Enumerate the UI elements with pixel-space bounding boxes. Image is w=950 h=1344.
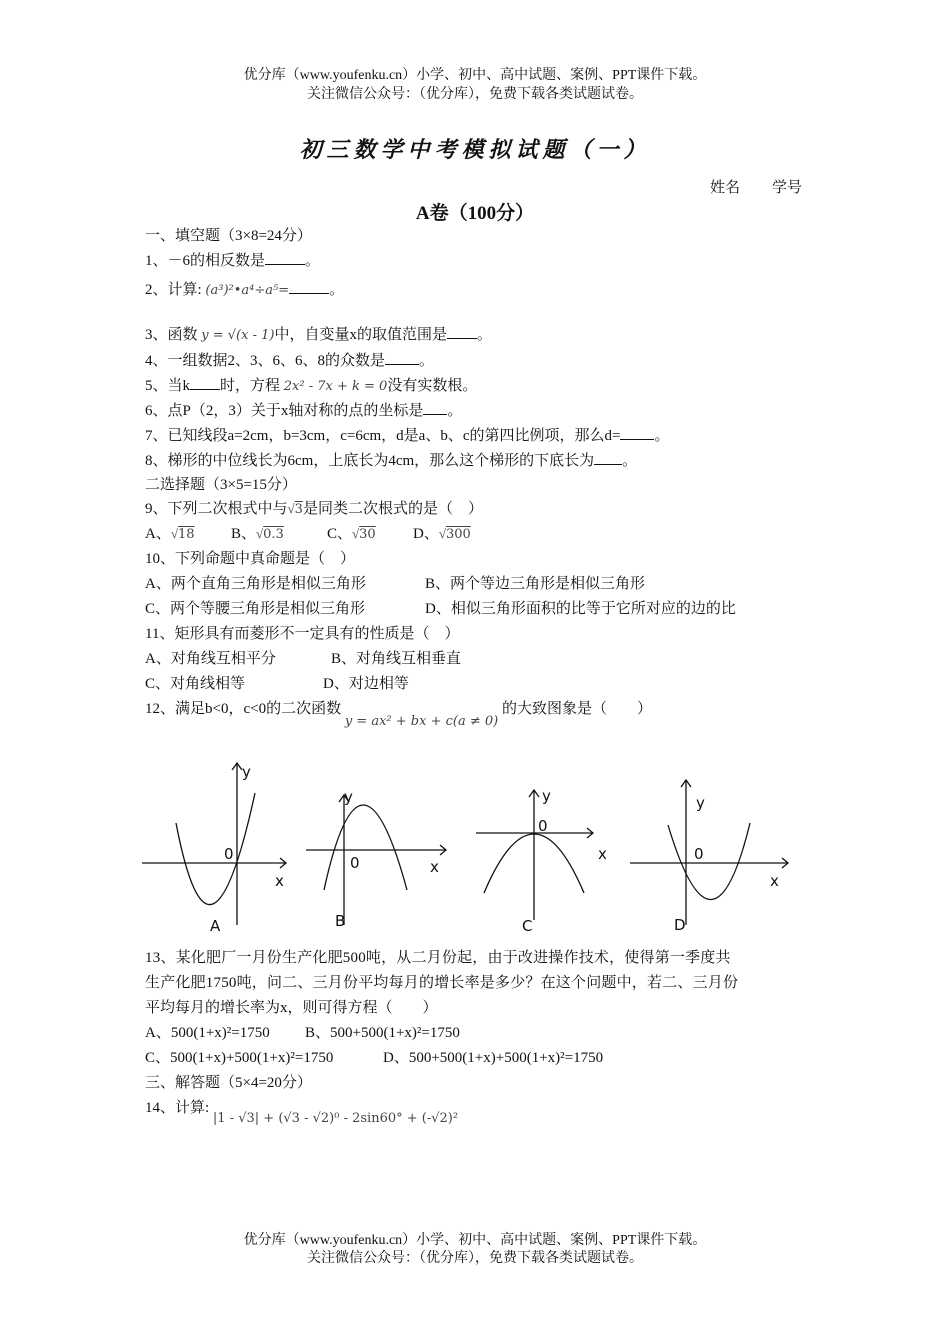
question-13-options-row-2 [145, 1047, 603, 1069]
question-10-options-row-1 [145, 573, 645, 595]
graph-b-x-label: x [430, 858, 439, 876]
q13-option-a[interactable]: A、500(1+x)²=1750 [145, 1025, 270, 1041]
graph-c-origin-label: 0 [538, 817, 548, 835]
q9-end: 是同类二次根式的是（ ） [302, 501, 483, 517]
q11-option-d[interactable]: D、对边相等 [323, 676, 409, 692]
q9-option-c[interactable]: C、√30 [327, 526, 376, 542]
graph-b-y-label: y [344, 788, 353, 806]
graph-c[interactable] [476, 790, 593, 920]
q12-text: 12、满足b<0，c<0的二次函数 [145, 701, 342, 717]
q5-end: 没有实数根。 [387, 378, 478, 394]
section-choice: 二选择题（3×5=15分） [145, 477, 297, 493]
graph-c-x-label: x [598, 845, 607, 863]
graph-b-label: B [335, 912, 346, 930]
q10-option-d[interactable]: D、相似三角形面积的比等于它所对应的边的比 [425, 601, 736, 617]
q2-blank[interactable] [289, 279, 329, 294]
graph-d-parabola [668, 823, 750, 900]
q7-text: 7、已知线段a=2cm，b=3cm，c=6cm，d是a、b、c的第四比例项，那么d= [145, 428, 621, 444]
question-5 [145, 375, 477, 398]
q9-radicand: 3 [294, 502, 303, 517]
student-id-label: 学号 [772, 180, 803, 196]
graph-b-origin-label: 0 [350, 854, 360, 872]
graph-c-y-label: y [542, 787, 551, 805]
question-11-options-row-1 [145, 648, 461, 670]
question-10: 10、下列命题中真命题是（ ） [145, 551, 356, 567]
graph-a[interactable] [142, 763, 286, 925]
question-7 [145, 425, 669, 447]
question-9 [145, 498, 483, 521]
question-12 [145, 698, 652, 729]
q6-text: 6、点P（2，3）关于x轴对称的点的坐标是 [145, 403, 424, 419]
section-answer: 三、解答题（5×4=20分） [145, 1075, 312, 1091]
q5-equation: 2x² - 7x + k = 0 [283, 379, 388, 394]
q12-graphs [138, 755, 798, 940]
paper-subtitle: A卷（100分） [415, 203, 535, 224]
q6-blank[interactable] [423, 400, 447, 415]
header-line-2: 关注微信公众号：（优分库），免费下载各类试题试卷。 [307, 87, 643, 102]
q3-blank[interactable] [447, 324, 477, 339]
q8-blank[interactable] [594, 450, 622, 465]
q11-option-c[interactable]: C、对角线相等 [145, 676, 246, 692]
q5-text-2: 时，方程 [220, 378, 281, 394]
q5-text: 5、当k [145, 378, 191, 394]
q3-text: 3、函数 [145, 327, 198, 343]
question-8 [145, 450, 637, 472]
graph-d-y-label: y [696, 794, 705, 812]
q14-expression: |1 - √3| + (√3 - √2)⁰ - 2sin60° + (-√2)² [212, 1111, 459, 1126]
q1-blank[interactable] [265, 250, 305, 265]
question-14 [145, 1097, 459, 1126]
question-13-line-2: 生产化肥1750吨，问二、三月份平均每月的增长率是多少？在这个问题中，若二、三月份 [145, 975, 739, 991]
graph-b-parabola [324, 805, 407, 890]
q3-text-2: 中，自变量x的取值范围是 [274, 327, 447, 343]
q9-option-a[interactable]: A、√18 [145, 526, 195, 542]
q6-end: 。 [447, 403, 463, 419]
q11-option-a[interactable]: A、对角线互相平分 [145, 651, 276, 667]
sqrt-icon: √ [287, 501, 295, 516]
question-9-options [145, 523, 471, 546]
name-label: 姓名 [710, 180, 741, 196]
q12-function: y = ax² + bx + c(a ≠ 0) [344, 714, 499, 729]
q9-option-b[interactable]: B、√0.3 [231, 526, 284, 542]
q8-text: 8、梯形的中位线长为6cm，上底长为4cm，那么这个梯形的下底长为 [145, 453, 595, 469]
footer-line-2: 关注微信公众号：（优分库），免费下载各类试题试卷。 [307, 1251, 643, 1266]
q5-blank[interactable] [190, 375, 220, 390]
question-1 [145, 250, 320, 272]
q3-formula: y = √(x - 1) [201, 328, 275, 343]
graph-d-origin-label: 0 [694, 845, 704, 863]
question-11-options-row-2 [145, 673, 409, 695]
header-line-1: 优分库（www.youfenku.cn）小学、初中、高中试题、案例、PPT课件下载。 [243, 68, 707, 83]
graph-a-y-label: y [242, 763, 251, 781]
q13-option-c[interactable]: C、500(1+x)+500(1+x)²=1750 [145, 1050, 334, 1066]
graph-d[interactable] [630, 780, 788, 925]
q2-text: 2、计算: [145, 282, 202, 298]
footer-line-1: 优分库（www.youfenku.cn）小学、初中、高中试题、案例、PPT课件下载。 [243, 1233, 707, 1248]
q4-end: 。 [419, 353, 435, 369]
graph-a-label: A [210, 917, 221, 935]
q12-end: 的大致图象是（ ） [501, 701, 652, 717]
question-10-options-row-2 [145, 598, 736, 620]
q9-option-d[interactable]: D、√300 [413, 526, 471, 542]
q10-option-b[interactable]: B、两个等边三角形是相似三角形 [425, 576, 646, 592]
graph-b[interactable] [306, 795, 446, 925]
graph-a-parabola [176, 793, 255, 905]
q13-option-b[interactable]: B、500+500(1+x)²=1750 [305, 1025, 460, 1041]
graph-a-origin-label: 0 [224, 845, 234, 863]
question-3 [145, 324, 492, 347]
graph-d-label: D [674, 916, 686, 934]
q2-end: 。 [329, 282, 345, 298]
graph-d-x-label: x [770, 872, 779, 890]
q9-text: 9、下列二次根式中与 [145, 501, 288, 517]
question-13-options-row-1 [145, 1022, 460, 1044]
q2-formula: (a³)²•a⁴÷a⁵= [205, 283, 290, 298]
q7-blank[interactable] [620, 425, 654, 440]
graph-c-label: C [522, 917, 533, 935]
q1-text: 1、－6的相反数是 [145, 253, 266, 269]
q11-option-b[interactable]: B、对角线互相垂直 [331, 651, 462, 667]
page-title: 初三数学中考模拟试题（一） [299, 137, 651, 162]
q14-text: 14、计算: [145, 1100, 210, 1116]
q1-end: 。 [305, 253, 321, 269]
question-2 [145, 279, 344, 302]
graph-a-x-label: x [275, 872, 284, 890]
question-4 [145, 350, 434, 372]
question-13-line-1: 13、某化肥厂一月份生产化肥500吨，从二月份起，由于改进操作技术，使得第一季度共 [145, 950, 731, 966]
q10-option-a[interactable]: A、两个直角三角形是相似三角形 [145, 576, 366, 592]
q8-end: 。 [622, 453, 638, 469]
q3-end: 。 [476, 327, 492, 343]
q7-end: 。 [654, 428, 670, 444]
q13-option-d[interactable]: D、500+500(1+x)+500(1+x)²=1750 [383, 1050, 604, 1066]
q4-blank[interactable] [385, 350, 419, 365]
question-6 [145, 400, 462, 422]
section-fill: 一、填空题（3×8=24分） [145, 228, 312, 244]
q4-text: 4、一组数据2、3、6、6、8的众数是 [145, 353, 386, 369]
question-13-line-3: 平均每月的增长率为x，则可得方程（ ） [145, 1000, 438, 1016]
question-11: 11、矩形具有而菱形不一定具有的性质是（ ） [145, 626, 460, 642]
q10-option-c[interactable]: C、两个等腰三角形是相似三角形 [145, 601, 366, 617]
